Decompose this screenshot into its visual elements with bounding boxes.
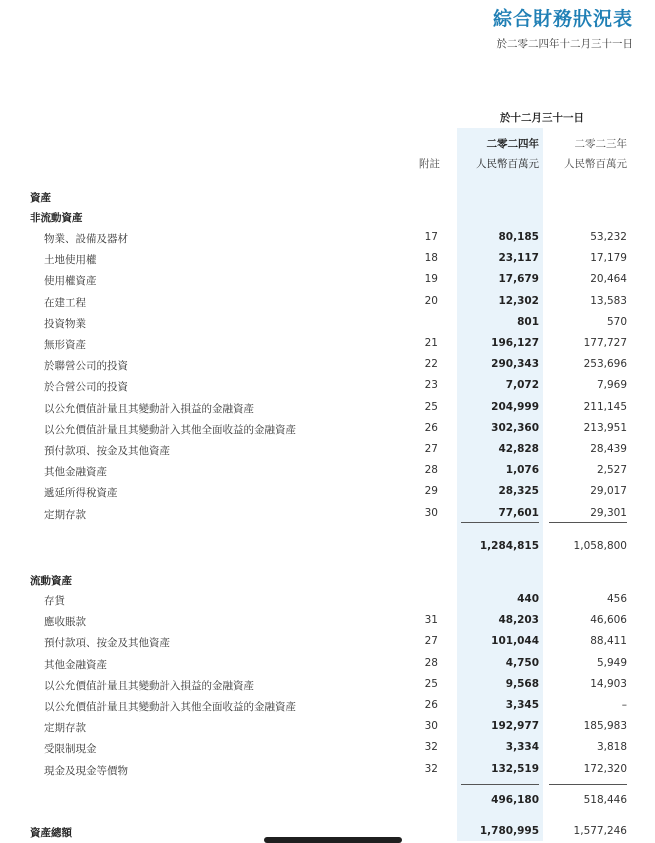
nc-item-label: 無形資產: [44, 339, 86, 351]
c-item-value-2024: 3,345: [505, 699, 539, 711]
nc-item-note: 29: [424, 485, 438, 498]
c-item-note: 27: [424, 635, 438, 648]
nc-item-value-2023: 29,017: [590, 485, 627, 498]
nc-item-note: 25: [424, 400, 438, 413]
nc-item-note: 28: [424, 464, 438, 477]
c-item-value-2024: 3,334: [505, 741, 539, 754]
nc-item-value-2024: 80,185: [498, 231, 539, 243]
c-item-row: [0, 760, 655, 780]
c-item-note: 26: [424, 699, 438, 711]
nc-underline-2024: [461, 522, 539, 523]
c-item-label: 以公允價值計量且其變動計入損益的金融資產: [44, 679, 254, 692]
nc-item-value-2024: 801: [517, 315, 539, 328]
c-item-value-2023: 172,320: [583, 762, 627, 775]
c-item-value-2024: 192,977: [491, 720, 539, 733]
c-item-value-2023: 456: [606, 593, 627, 605]
nc-item-label: 於聯營公司的投資: [44, 360, 128, 373]
nc-item-value-2023: 213,951: [583, 421, 627, 434]
non-current-heading: 非流動資產: [30, 212, 83, 224]
nc-item-row: [0, 482, 655, 502]
assets-heading-row: [0, 187, 655, 207]
c-item-value-2024: 48,203: [498, 614, 539, 627]
nc-item-value-2023: 28,439: [590, 443, 627, 455]
nc-item-value-2023: 7,969: [596, 379, 627, 392]
total-assets-label: 資產總額: [30, 827, 72, 839]
header-unit-2023: 人民幣百萬元: [564, 158, 627, 170]
nc-item-label: 預付款項、按金及其他資產: [44, 445, 170, 457]
c-item-value-2023: 185,983: [583, 720, 627, 733]
c-item-row: [0, 696, 655, 716]
nc-item-value-2023: 29,301: [590, 506, 627, 519]
header-note: 附註: [419, 158, 440, 170]
nc-item-row: [0, 376, 655, 396]
nc-item-row: [0, 440, 655, 460]
nc-item-value-2024: 77,601: [498, 506, 539, 519]
nc-subtotal-2023: 1,058,800: [573, 540, 627, 552]
assets-heading: 資產: [30, 192, 51, 204]
nc-item-label: 其他金融資產: [44, 466, 107, 479]
c-item-value-2024: 101,044: [491, 635, 539, 648]
nc-item-row: [0, 292, 655, 312]
nc-item-label: 使用權資產: [44, 275, 97, 288]
c-item-note: 32: [424, 762, 438, 775]
c-item-value-2023: –: [621, 699, 627, 711]
nc-item-row: [0, 249, 655, 269]
c-item-label: 應收賬款: [44, 616, 86, 629]
nc-item-value-2024: 28,325: [498, 485, 539, 498]
page-subtitle: 於二零二四年十二月三十一日: [496, 38, 633, 50]
nc-underline-2023: [549, 522, 627, 523]
page-title: 綜合財務狀況表: [492, 8, 633, 30]
nc-item-row: [0, 504, 655, 524]
c-item-label: 受限制現金: [44, 743, 97, 756]
c-item-value-2023: 3,818: [596, 741, 627, 754]
nc-item-label: 在建工程: [44, 296, 86, 309]
nc-subtotal-2024: 1,284,815: [479, 540, 539, 552]
c-subtotal-2023: 518,446: [583, 794, 627, 806]
nc-item-note: 18: [424, 252, 438, 265]
nc-item-label: 遞延所得稅資產: [44, 487, 118, 500]
c-item-note: 25: [424, 677, 438, 690]
c-subtotal-row: [0, 791, 655, 811]
nc-item-value-2023: 253,696: [583, 358, 627, 371]
c-item-value-2023: 88,411: [590, 635, 627, 648]
nc-item-note: 19: [424, 273, 438, 286]
nc-item-row: [0, 334, 655, 354]
nc-subtotal-row: [0, 537, 655, 557]
c-item-value-2024: 9,568: [505, 677, 539, 690]
nc-item-label: 物業、設備及器材: [44, 233, 128, 245]
nc-item-label: 於合營公司的投資: [44, 381, 128, 394]
c-item-value-2023: 46,606: [590, 614, 627, 627]
c-item-label: 以公允價值計量且其變動計入其他全面收益的金融資產: [44, 701, 296, 713]
nc-item-value-2024: 7,072: [505, 379, 539, 392]
c-item-note: 28: [424, 656, 438, 669]
nc-item-value-2024: 17,679: [498, 273, 539, 286]
nc-item-note: 21: [424, 337, 438, 349]
nc-item-value-2024: 290,343: [491, 358, 539, 371]
nc-item-note: 23: [424, 379, 438, 392]
c-item-row: [0, 738, 655, 758]
header-unit-2024: 人民幣百萬元: [476, 158, 539, 170]
c-item-value-2024: 132,519: [491, 762, 539, 775]
c-underline-2023: [549, 784, 627, 785]
c-item-row: [0, 590, 655, 610]
c-item-label: 現金及現金等價物: [44, 764, 128, 777]
nc-item-note: 26: [424, 421, 438, 434]
nc-item-row: [0, 355, 655, 375]
c-item-label: 定期存款: [44, 722, 86, 735]
nc-item-row: [0, 228, 655, 248]
c-underline-2024: [461, 784, 539, 785]
nc-item-label: 以公允價值計量且其變動計入損益的金融資產: [44, 402, 254, 415]
nc-item-value-2024: 42,828: [498, 443, 539, 455]
nc-item-row: [0, 313, 655, 333]
c-item-row: [0, 675, 655, 695]
nc-item-note: 30: [424, 506, 438, 519]
nc-item-row: [0, 270, 655, 290]
nc-item-value-2024: 23,117: [498, 252, 539, 265]
c-item-value-2023: 5,949: [596, 656, 627, 669]
c-item-row: [0, 717, 655, 737]
c-item-row: [0, 611, 655, 631]
current-heading-row: [0, 570, 655, 590]
header-period: 於十二月三十一日: [500, 112, 584, 124]
nc-item-value-2023: 20,464: [590, 273, 627, 286]
nc-item-value-2024: 302,360: [491, 421, 539, 434]
non-current-heading-row: [0, 207, 655, 227]
nc-item-note: 27: [424, 443, 438, 455]
c-item-label: 其他金融資產: [44, 658, 107, 671]
nc-item-label: 定期存款: [44, 508, 86, 521]
nc-item-value-2024: 1,076: [505, 464, 539, 477]
nc-item-label: 以公允價值計量且其變動計入其他全面收益的金融資產: [44, 423, 296, 436]
current-heading: 流動資產: [30, 575, 72, 587]
header-year-2023: 二零二三年: [574, 138, 627, 150]
nc-item-note: 20: [424, 294, 438, 307]
c-item-value-2024: 4,750: [505, 656, 539, 669]
c-item-value-2023: 14,903: [590, 677, 627, 690]
c-item-label: 預付款項、按金及其他資產: [44, 637, 170, 650]
c-item-value-2024: 440: [517, 593, 539, 605]
nc-item-row: [0, 419, 655, 439]
total-assets-2024: 1,780,995: [479, 825, 539, 837]
c-item-note: 31: [424, 614, 438, 627]
nc-item-value-2024: 204,999: [491, 400, 539, 413]
total-assets-2023: 1,577,246: [573, 825, 627, 837]
nc-item-label: 投資物業: [44, 317, 86, 330]
nc-item-row: [0, 461, 655, 481]
c-item-label: 存貨: [44, 595, 65, 607]
c-subtotal-2024: 496,180: [491, 794, 539, 806]
nc-item-value-2024: 12,302: [498, 294, 539, 307]
horizontal-scrollbar[interactable]: [264, 837, 402, 843]
nc-item-value-2023: 211,145: [583, 400, 627, 413]
c-item-row: [0, 632, 655, 652]
nc-item-value-2023: 177,727: [583, 337, 627, 349]
nc-item-value-2024: 196,127: [491, 337, 539, 349]
nc-item-label: 土地使用權: [44, 254, 97, 267]
c-item-note: 30: [424, 720, 438, 733]
c-item-note: 32: [424, 741, 438, 754]
nc-item-value-2023: 2,527: [596, 464, 627, 477]
nc-item-note: 22: [424, 358, 438, 371]
nc-item-note: 17: [424, 231, 438, 243]
header-year-2024: 二零二四年: [486, 138, 539, 150]
nc-item-value-2023: 17,179: [590, 252, 627, 265]
nc-item-row: [0, 398, 655, 418]
nc-item-value-2023: 53,232: [590, 231, 627, 243]
c-item-row: [0, 654, 655, 674]
nc-item-value-2023: 13,583: [590, 294, 627, 307]
nc-item-value-2023: 570: [606, 315, 627, 328]
